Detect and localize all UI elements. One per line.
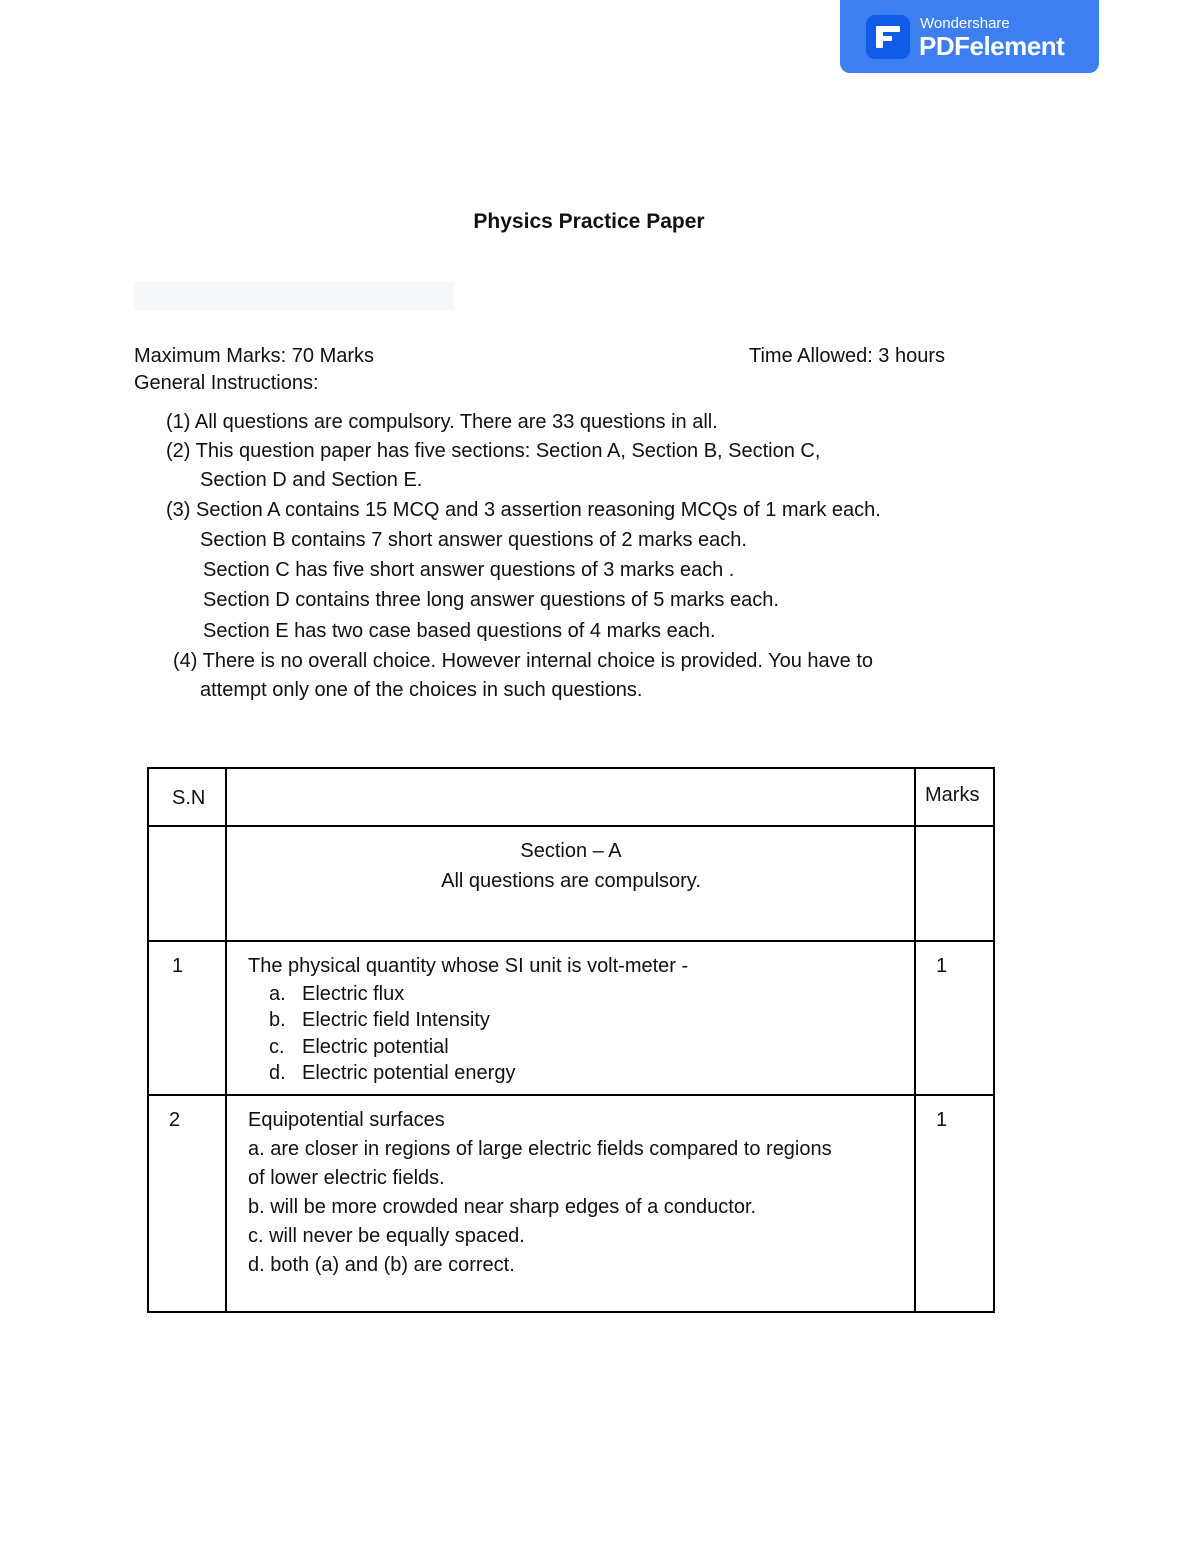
time-allowed: Time Allowed: 3 hours: [749, 345, 946, 367]
q2-option-line: a. are closer in regions of large electric fields compared to regions: [248, 1138, 832, 1160]
table-divider: [149, 1094, 993, 1096]
instruction-3-section-d: Section D contains three long answer questions of 5 marks each.: [203, 589, 779, 611]
general-instructions-heading: General Instructions:: [134, 372, 319, 394]
q1-option-label: d.: [269, 1062, 286, 1084]
pdfelement-logo-icon: [866, 15, 910, 59]
q1-option-label: c.: [269, 1036, 285, 1058]
q1-option-label: b.: [269, 1009, 286, 1031]
header-marks: Marks: [925, 784, 980, 806]
watermark-brand-text: Wondershare: [920, 15, 1010, 32]
redacted-field: [134, 282, 454, 310]
q2-question-text: Equipotential surfaces: [248, 1109, 445, 1131]
q2-option-line: c. will never be equally spaced.: [248, 1225, 525, 1247]
q1-option-text: Electric flux: [302, 983, 405, 1005]
q2-option-line: of lower electric fields.: [248, 1167, 445, 1189]
table-divider: [149, 940, 993, 942]
instruction-3: (3) Section A contains 15 MCQ and 3 assertion reasoning MCQs of 1 mark each.: [166, 499, 881, 521]
section-note: All questions are compulsory.: [441, 870, 701, 892]
q1-option-text: Electric potential: [302, 1036, 449, 1058]
q2-serial-number: 2: [169, 1109, 181, 1131]
q2-option-line: d. both (a) and (b) are correct.: [248, 1254, 515, 1276]
instruction-4: (4) There is no overall choice. However internal choice is provided. You have to: [173, 650, 874, 672]
q1-option-text: Electric field Intensity: [302, 1009, 490, 1031]
table-divider: [149, 825, 993, 827]
q2-option-line: b. will be more crowded near sharp edges of a conductor.: [248, 1196, 757, 1218]
instruction-3-section-c: Section C has five short answer questions of 3 marks each .: [203, 559, 735, 581]
section-title: Section – A: [520, 840, 622, 862]
maximum-marks: Maximum Marks: 70 Marks: [134, 345, 375, 367]
page-title: Physics Practice Paper: [473, 210, 705, 233]
instruction-3-section-e: Section E has two case based questions of 4 marks each.: [203, 620, 716, 642]
q1-marks: 1: [936, 955, 948, 977]
q1-question-text: The physical quantity whose SI unit is volt-meter -: [248, 955, 689, 977]
instruction-4-continued: attempt only one of the choices in such questions.: [200, 679, 643, 701]
watermark-product-text: PDFelement: [919, 31, 1065, 61]
q2-marks: 1: [936, 1109, 948, 1131]
question-table: [147, 767, 995, 1313]
q1-serial-number: 1: [172, 955, 184, 977]
instruction-2-continued: Section D and Section E.: [200, 469, 423, 491]
header-sn: S.N: [172, 787, 206, 809]
instruction-3-section-b: Section B contains 7 short answer questions of 2 marks each.: [200, 529, 747, 551]
q1-option-text: Electric potential energy: [302, 1062, 516, 1084]
instruction-1: (1) All questions are compulsory. There are 33 questions in all.: [166, 411, 718, 433]
pdfelement-watermark: [840, 0, 1099, 73]
instruction-2: (2) This question paper has five sections: Section A, Section B, Section C,: [166, 440, 821, 462]
q1-option-label: a.: [269, 983, 286, 1005]
